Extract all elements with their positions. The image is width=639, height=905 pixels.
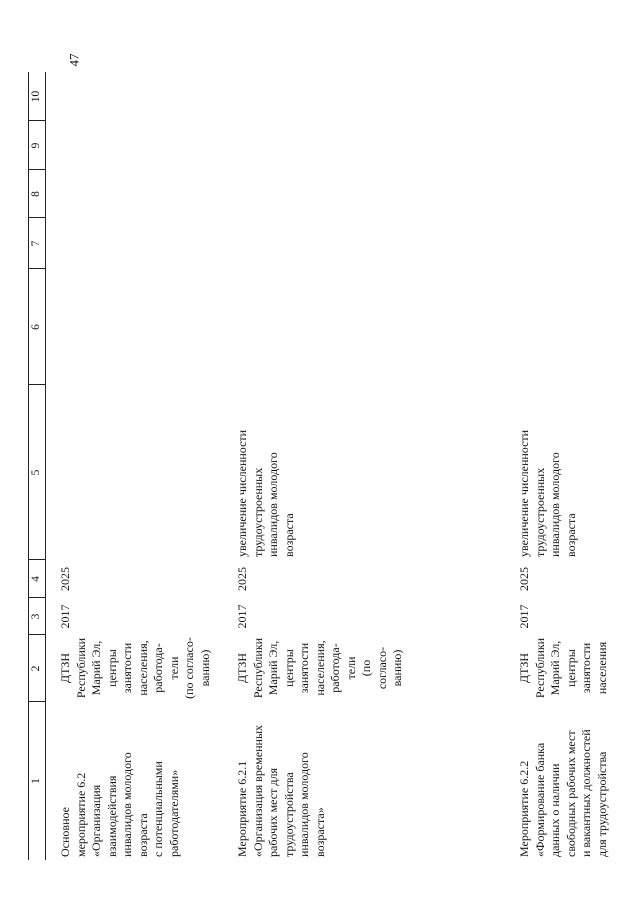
header-col-3: 3 bbox=[30, 613, 42, 620]
row2-col3: 2017 bbox=[235, 604, 249, 629]
header-col-1: 1 bbox=[30, 778, 42, 784]
header-col-4: 4 bbox=[30, 576, 42, 582]
header-col-6: 6 bbox=[30, 324, 42, 330]
header-col-7: 7 bbox=[30, 240, 42, 247]
row3-col3: 2017 bbox=[517, 604, 531, 629]
table-top-border bbox=[28, 72, 29, 860]
row1-col4: 2025 bbox=[58, 567, 72, 591]
row2-col2: ДТЗН Республики Марий Эл, центры занятости населения, работода- тели (по согласо- ванию) bbox=[235, 637, 404, 699]
header-col-2: 2 bbox=[30, 665, 42, 672]
row3-col1: Мероприятие 6.2.2 «Формирование банка данных о наличии свободных рабочих мест и вакантных должностей для трудоустройства bbox=[517, 729, 609, 857]
row2-col1: Мероприятие 6.2.1 «Организация временных рабочих мест для трудоустройства инвалидов молодого возраста» bbox=[235, 724, 327, 857]
row1-col2: ДТЗН Республики Марий Эл, центры занятости населения, работода- тели (по согласо- ванию) bbox=[58, 637, 212, 699]
row1-col1: Основное мероприятие 6.2 «Организация взаимодействия инвалидов молодого возраста с потенциальными работодателями» bbox=[58, 752, 181, 857]
header-col-10: 10 bbox=[30, 90, 42, 103]
row2-col5: увеличение численности трудоустроенных инвалидов молодого возраста bbox=[235, 429, 296, 557]
header-bottom-border bbox=[45, 72, 46, 860]
row1-col3: 2017 bbox=[58, 604, 72, 629]
row3-col4: 2025 bbox=[517, 567, 531, 591]
row3-col2: ДТЗН Республики Марий Эл, центры занятости населения bbox=[517, 637, 609, 699]
page-number: 47 bbox=[66, 53, 82, 67]
header-col-9: 9 bbox=[30, 142, 42, 149]
header-col-8: 8 bbox=[30, 191, 42, 197]
row2-col4: 2025 bbox=[235, 567, 249, 591]
row3-col5: увеличение численности трудоустроенных инвалидов молодого возраста bbox=[517, 429, 578, 557]
header-col-5: 5 bbox=[30, 469, 42, 476]
